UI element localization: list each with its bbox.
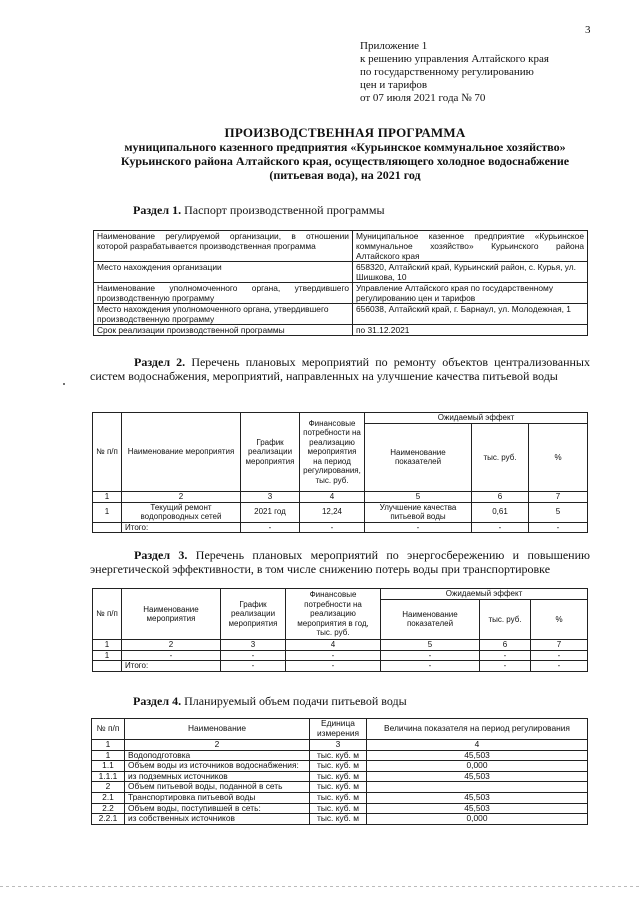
row-num: 2.1: [92, 792, 125, 803]
row-unit: тыс. куб. м: [310, 771, 367, 782]
section1-title: Паспорт производственной программы: [184, 203, 385, 217]
appendix-header: [360, 40, 549, 105]
table-header-row: [92, 719, 588, 740]
header-finance: Финансовые потребности на реализацию мероприятия на период регулирования, тыс. руб.: [300, 413, 365, 492]
column-number: 1: [92, 740, 125, 751]
total-row: [93, 661, 588, 672]
column-number: 6: [472, 492, 529, 503]
row-thousand: 0,61: [472, 502, 529, 522]
row-unit: тыс. куб. м: [310, 803, 367, 814]
row-indicator: Улучшение качества питьевой воды: [365, 502, 472, 522]
row-num: 2: [92, 782, 125, 793]
total-thousand: -: [472, 522, 529, 533]
row-name: Текущий ремонт водопроводных сетей: [122, 502, 241, 522]
appendix-line: к решению управления Алтайского края: [360, 53, 549, 65]
header-num: № п/п: [92, 719, 125, 740]
scan-speck: [63, 383, 65, 385]
table-row: [94, 262, 588, 283]
row-name: Транспортировка питьевой воды: [125, 792, 310, 803]
appendix-line: по государственному регулированию: [360, 66, 534, 78]
column-number: 2: [125, 740, 310, 751]
page-number: 3: [585, 24, 591, 36]
row-unit: тыс. куб. м: [310, 782, 367, 793]
column-number: 3: [241, 492, 300, 503]
section4-label: Раздел 4.: [133, 694, 182, 708]
table-cell: Управление Алтайского края по государственному регулированию цен и тарифов: [353, 283, 588, 304]
total-schedule: -: [241, 522, 300, 533]
row-name: из подземных источников: [125, 771, 310, 782]
row-percent: 5: [529, 502, 588, 522]
column-number: 7: [531, 640, 588, 651]
section3-label: Раздел 3.: [134, 548, 188, 562]
row-name: Объем воды из источников водоснабжения:: [125, 761, 310, 772]
table-row: [92, 771, 588, 782]
table-header-row: [93, 413, 588, 424]
column-number: 4: [367, 740, 588, 751]
row-unit: тыс. куб. м: [310, 814, 367, 825]
table-row: [92, 803, 588, 814]
row-unit: тыс. куб. м: [310, 761, 367, 772]
row-schedule: 2021 год: [241, 502, 300, 522]
total-percent: -: [531, 661, 588, 672]
section3-heading: [90, 548, 590, 576]
appendix-line: цен и тарифов: [360, 79, 428, 91]
table-row: [94, 283, 588, 304]
total-row: [93, 522, 588, 533]
section1-label: Раздел 1.: [133, 203, 182, 217]
appendix-line: от 07 июля 2021 года № 70: [360, 92, 486, 104]
title-line: Курьинского района Алтайского края, осуществляющего холодное водоснабжение: [120, 154, 570, 168]
column-number: 5: [381, 640, 480, 651]
row-num: 2.2: [92, 803, 125, 814]
row-num: 2.2.1: [92, 814, 125, 825]
column-number: 3: [310, 740, 367, 751]
table-row: [92, 750, 588, 761]
title-line: муниципального казенного предприятия «Курьинское коммунальное хозяйство»: [124, 140, 566, 154]
table-cell: Срок реализации производственной программы: [94, 325, 353, 336]
total-finance: -: [300, 522, 365, 533]
row-num: 1.1.1: [92, 771, 125, 782]
title-line: (питьевая вода), на 2021 год: [269, 168, 421, 182]
total-empty: [93, 661, 122, 672]
column-number-row: [93, 492, 588, 503]
row-num: 1: [93, 650, 122, 661]
row-finance: 12,24: [300, 502, 365, 522]
table-row: [92, 792, 588, 803]
header-value: Величина показателя на период регулирования: [367, 719, 588, 740]
table-cell: Место нахождения уполномоченного органа, утвердившего производственную программу: [94, 304, 353, 325]
column-number: 1: [93, 492, 122, 503]
header-effect: Ожидаемый эффект: [381, 589, 588, 600]
column-number: 4: [286, 640, 381, 651]
header-name: Наименование: [125, 719, 310, 740]
header-name: Наименование мероприятия: [122, 413, 241, 492]
appendix-line: Приложение 1: [360, 40, 428, 52]
header-thousand: тыс. руб.: [472, 423, 529, 492]
passport-table: [93, 230, 588, 336]
title-line: ПРОИЗВОДСТВЕННАЯ ПРОГРАММА: [224, 125, 466, 140]
row-value: 45,503: [367, 792, 588, 803]
row-value: [367, 782, 588, 793]
header-indicator: Наименование показателей: [381, 599, 480, 640]
row-thousand: -: [480, 650, 531, 661]
total-finance: -: [286, 661, 381, 672]
row-value: 45,503: [367, 771, 588, 782]
header-num: № п/п: [93, 413, 122, 492]
energy-measures-table: [92, 588, 588, 672]
section4-title: Планируемый объем подачи питьевой воды: [184, 694, 407, 708]
column-number-row: [93, 640, 588, 651]
table-row: [94, 304, 588, 325]
column-number-row: [92, 740, 588, 751]
row-unit: тыс. куб. м: [310, 792, 367, 803]
row-indicator: -: [381, 650, 480, 661]
row-percent: -: [531, 650, 588, 661]
column-number: 1: [93, 640, 122, 651]
header-effect: Ожидаемый эффект: [365, 413, 588, 424]
scan-edge: [0, 886, 640, 887]
table-cell: Наименование регулируемой организации, в отношении которой разрабатывается производственная программа: [94, 231, 353, 262]
header-thousand: тыс. руб.: [480, 599, 531, 640]
row-num: 1.1: [92, 761, 125, 772]
header-finance: Финансовые потребности на реализацию мероприятия в год, тыс. руб.: [286, 589, 381, 640]
column-number: 2: [122, 492, 241, 503]
section3-title: Перечень плановых мероприятий по энергосбережению и повышению энергетической эффективности, в том числе снижению потерь воды при транспортировке: [90, 548, 590, 576]
table-cell: Наименование уполномоченного органа, утвердившего производственную программу: [94, 283, 353, 304]
row-value: 0,000: [367, 761, 588, 772]
total-indicator: -: [365, 522, 472, 533]
row-name: Объем воды, поступившей в сеть:: [125, 803, 310, 814]
column-number: 4: [300, 492, 365, 503]
table-cell: Место нахождения организации: [94, 262, 353, 283]
table-row: [93, 502, 588, 522]
row-name: Водоподготовка: [125, 750, 310, 761]
measures-table: [92, 412, 588, 533]
table-cell: по 31.12.2021: [353, 325, 588, 336]
header-indicator: Наименование показателей: [365, 423, 472, 492]
table-row: [94, 231, 588, 262]
row-schedule: -: [221, 650, 286, 661]
section1-heading: [133, 203, 385, 217]
total-empty: [93, 522, 122, 533]
water-supply-table: [91, 718, 588, 825]
row-name: Объем питьевой воды, поданной в сеть: [125, 782, 310, 793]
table-header-row: [93, 589, 588, 600]
total-label: Итого:: [122, 661, 221, 672]
section4-heading: [133, 694, 407, 708]
column-number: 5: [365, 492, 472, 503]
header-num: № п/п: [93, 589, 122, 640]
table-row: [92, 761, 588, 772]
header-schedule: График реализации мероприятия: [221, 589, 286, 640]
table-cell: Муниципальное казенное предприятие «Курьинское коммунальное хозяйство» Курьинского района Алтайского края: [353, 231, 588, 262]
section2-heading: [90, 355, 590, 383]
header-name: Наименование мероприятия: [122, 589, 221, 640]
column-number: 6: [480, 640, 531, 651]
header-percent: %: [529, 423, 588, 492]
header-schedule: График реализации мероприятия: [241, 413, 300, 492]
total-indicator: -: [381, 661, 480, 672]
row-unit: тыс. куб. м: [310, 750, 367, 761]
column-number: 7: [529, 492, 588, 503]
section2-title: Перечень плановых мероприятий по ремонту объектов централизованных систем водоснабжения, мероприятий, направленных на улучшение качества питьевой воды: [90, 355, 590, 383]
row-num: 1: [93, 502, 122, 522]
row-num: 1: [92, 750, 125, 761]
row-name: из собственных источников: [125, 814, 310, 825]
total-thousand: -: [480, 661, 531, 672]
header-unit: Единица измерения: [310, 719, 367, 740]
column-number: 3: [221, 640, 286, 651]
table-row: [92, 814, 588, 825]
table-row: [92, 782, 588, 793]
total-schedule: -: [221, 661, 286, 672]
row-value: 0,000: [367, 814, 588, 825]
row-value: 45,503: [367, 803, 588, 814]
total-percent: -: [529, 522, 588, 533]
section2-label: Раздел 2.: [134, 355, 186, 369]
row-value: 45,503: [367, 750, 588, 761]
total-label: Итого:: [122, 522, 241, 533]
document-title: [60, 126, 630, 182]
row-finance: -: [286, 650, 381, 661]
row-name: -: [122, 650, 221, 661]
table-cell: 658320, Алтайский край, Курьинский район, с. Курья, ул. Шишкова, 10: [353, 262, 588, 283]
table-row: [93, 650, 588, 661]
table-cell: 656038, Алтайский край, г. Барнаул, ул. Молодежная, 1: [353, 304, 588, 325]
table-row: [94, 325, 588, 336]
header-percent: %: [531, 599, 588, 640]
column-number: 2: [122, 640, 221, 651]
